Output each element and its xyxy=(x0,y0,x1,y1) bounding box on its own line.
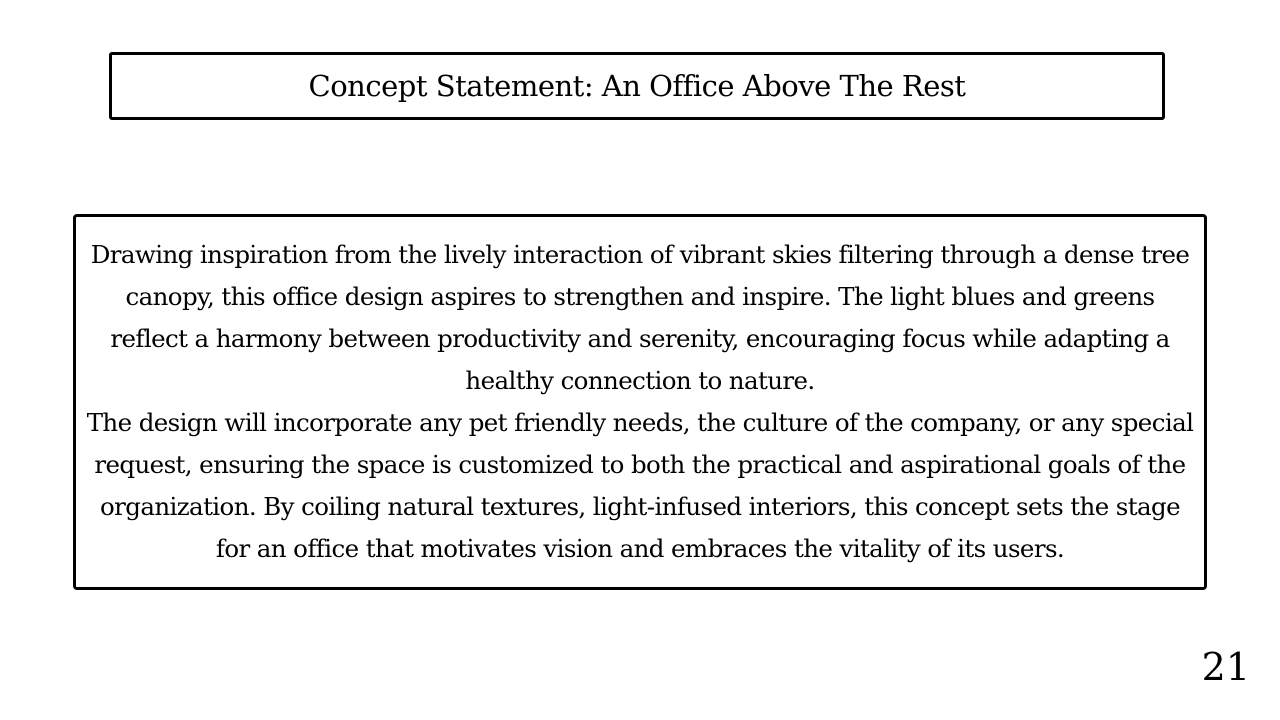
title-box xyxy=(109,52,1165,120)
concept-statement-box xyxy=(73,214,1207,590)
concept-paragraph-2: The design will incorporate any pet friendly needs, the culture of the company, or any special request, ensuring the space is customized to both the practical and aspirational goals of the organization. By coiling natural textures, light-infused interiors, this concept sets the stage for an office that motivates vision and embraces the vitality of its users. xyxy=(86,408,1194,563)
slide-title: Concept Statement: An Office Above The Rest xyxy=(308,69,966,103)
page-number: 21 xyxy=(1201,645,1250,689)
concept-paragraph-1: Drawing inspiration from the lively interaction of vibrant skies filtering through a dense tree canopy, this office design aspires to strengthen and inspire. The light blues and greens reflect a harmony between productivity and serenity, encouraging focus while adapting a healthy connection to nature. xyxy=(90,240,1190,395)
